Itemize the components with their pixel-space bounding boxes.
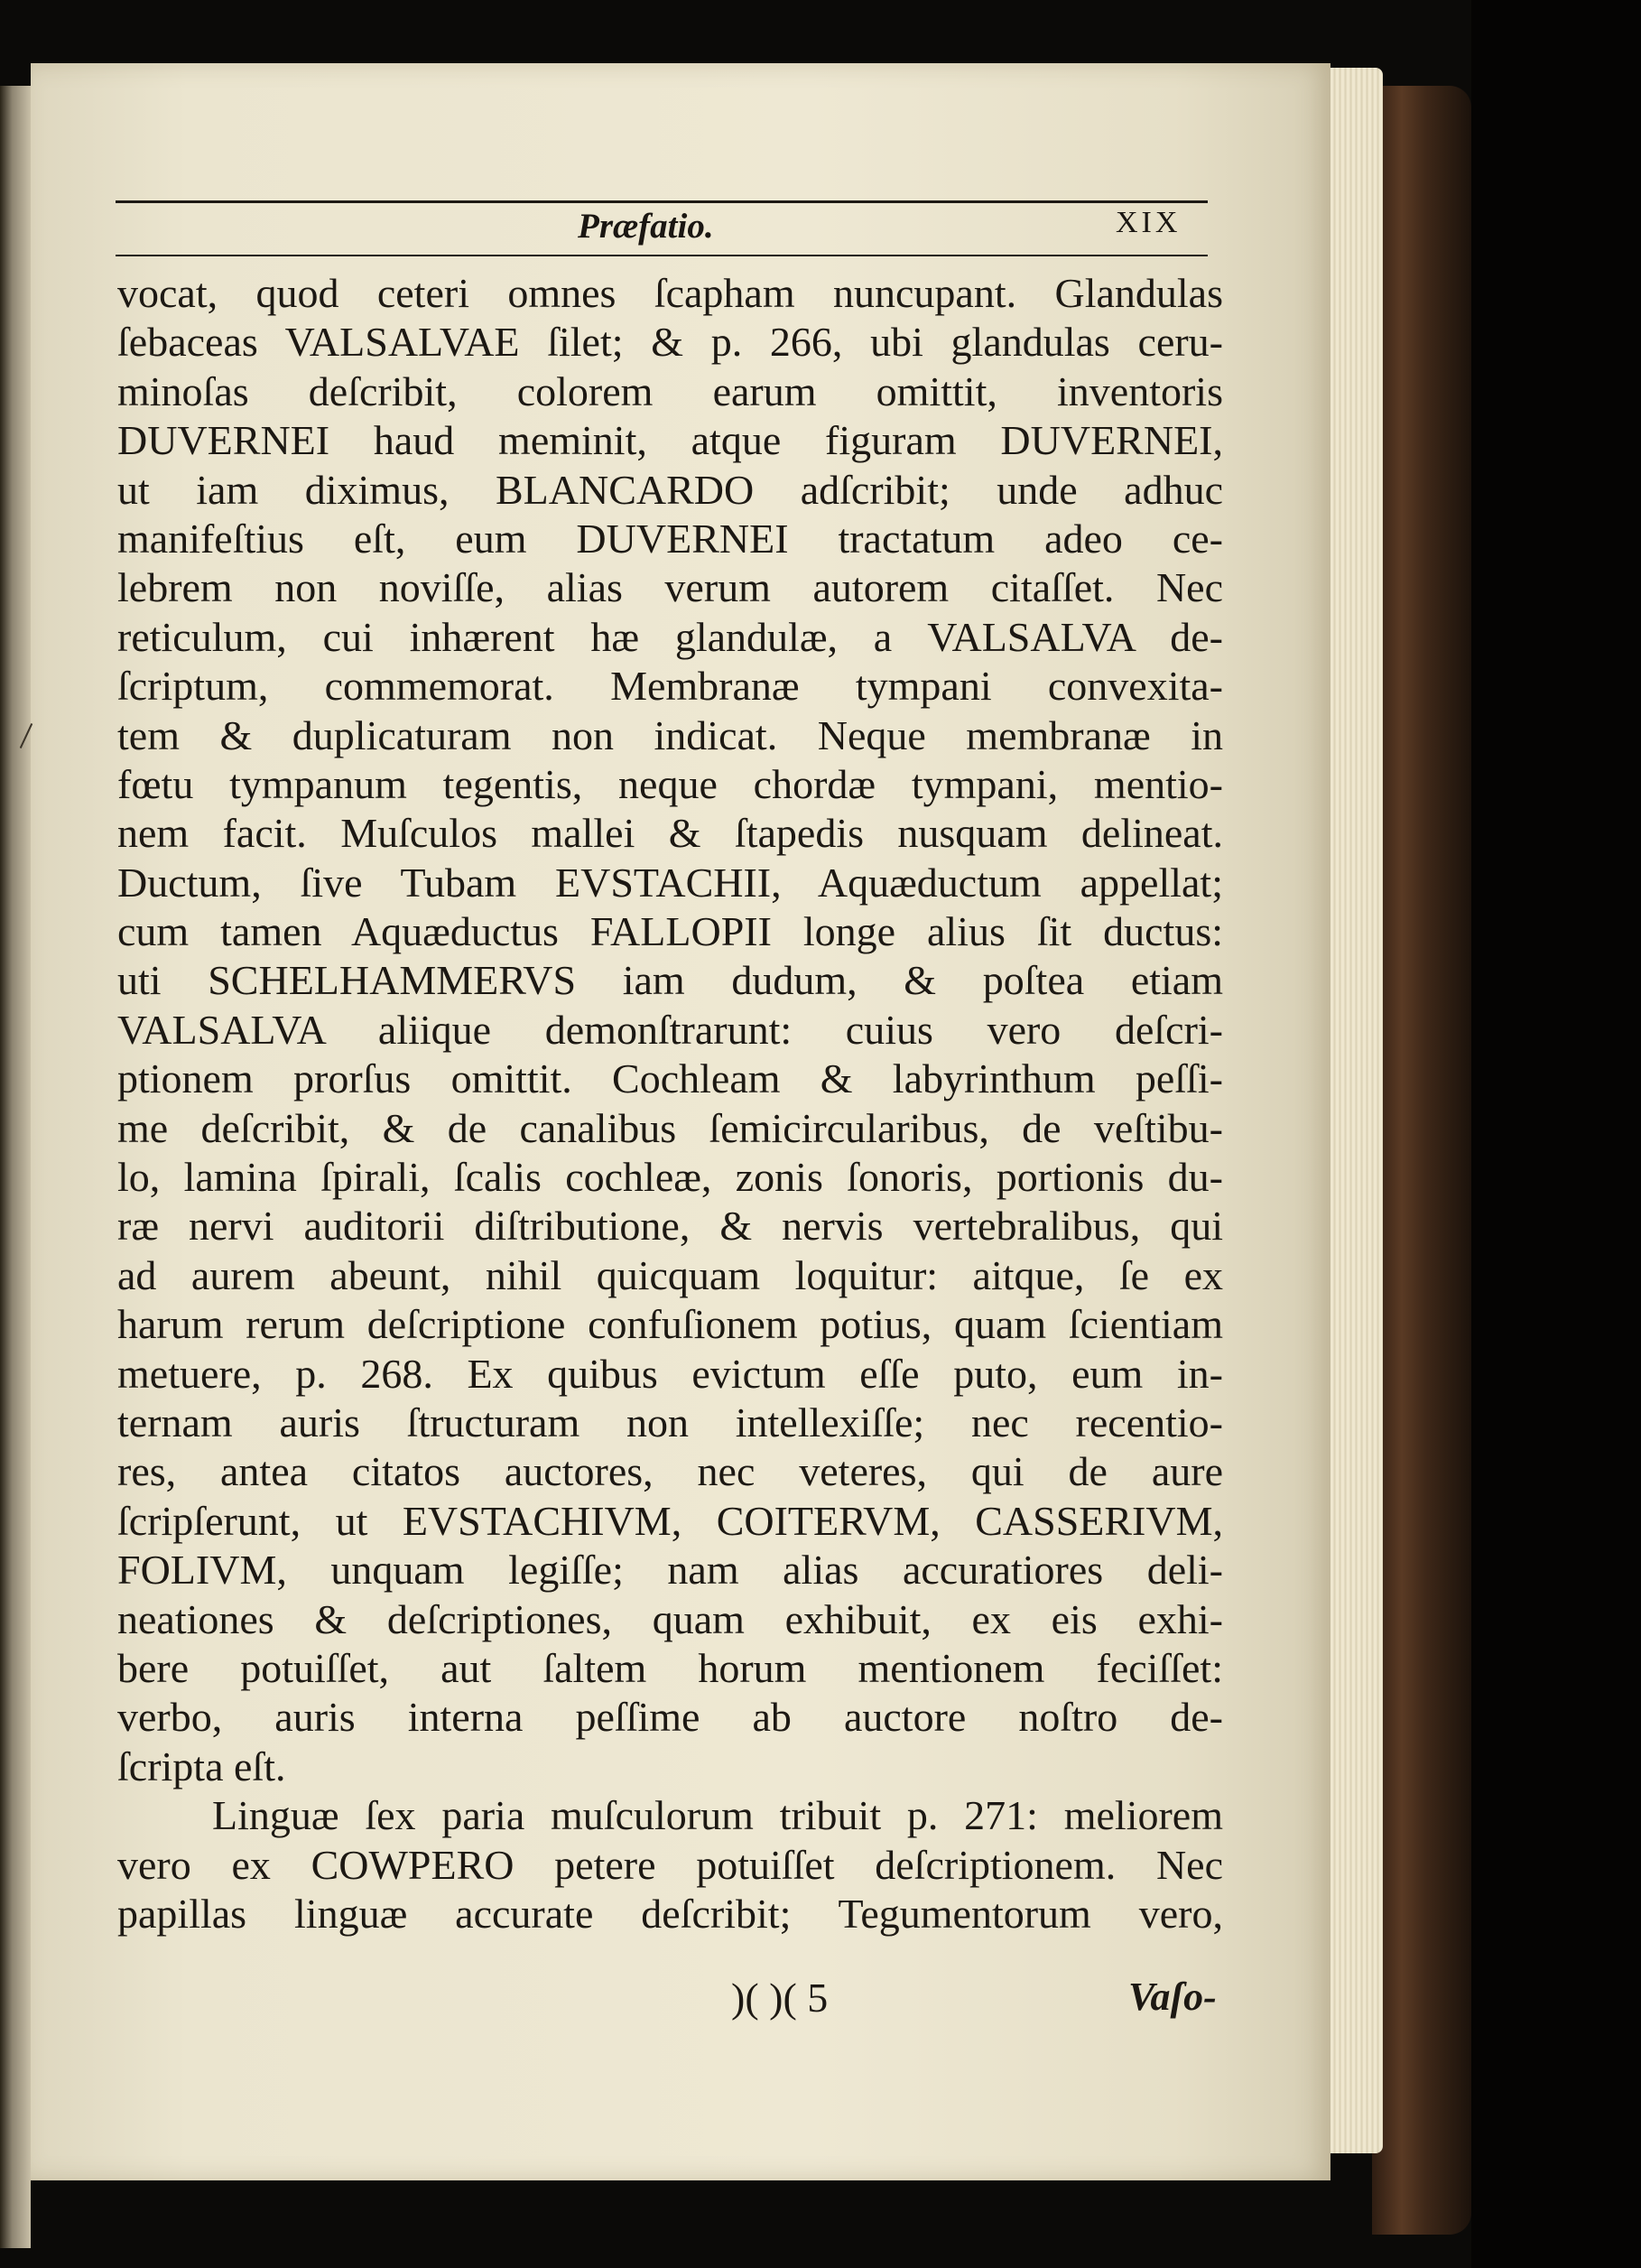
text-line: papillas linguæ accurate deſcribit; Tegumentorum vero,: [117, 1890, 1223, 1937]
text-line: verbo, auris interna peſſime ab auctore noſtro de-: [117, 1694, 1223, 1741]
text-line: uti SCHELHAMMERVS iam dudum, & poſtea etiam: [117, 957, 1223, 1004]
text-line: res, antea citatos auctores, nec veteres, qui de aure: [117, 1448, 1223, 1495]
text-line: VALSALVA aliique demonſtrarunt: cuius vero deſcri-: [117, 1006, 1223, 1053]
book-cover-edge: [1372, 86, 1471, 2235]
text-line: ſebaceas VALSALVAE ſilet; & p. 266, ubi glandulas ceru-: [117, 319, 1223, 366]
background: [1471, 0, 1641, 2268]
text-line: minoſas deſcribit, colorem earum omittit, inventoris: [117, 367, 1223, 414]
text-line: tem & duplicaturam non indicat. Neque membranæ in: [117, 711, 1223, 758]
text-line: neationes & deſcriptiones, quam exhibuit, ex eis exhi-: [117, 1595, 1223, 1642]
text-line: lebrem non noviſſe, alias verum autorem citaſſet. Nec: [117, 564, 1223, 611]
catchword: Vaſo-: [1128, 1975, 1217, 2019]
signature-mark: )( )( 5: [731, 1975, 829, 2021]
text-line: ad aurem abeunt, nihil quicquam loquitur: aitque, ſe ex: [117, 1251, 1223, 1298]
text-line: me deſcribit, & de canalibus ſemicircularibus, de veſtibu-: [117, 1104, 1223, 1151]
text-line: nem facit. Muſculos mallei & ſtapedis nusquam delineat.: [117, 810, 1223, 857]
text-line: metuere, p. 268. Ex quibus evictum eſſe puto, eum in-: [117, 1350, 1223, 1397]
header-rule-bottom: [116, 255, 1208, 256]
text-line: ræ nervi auditorii diſtributione, & nervis vertebralibus, qui: [117, 1203, 1223, 1250]
text-line: vero ex COWPERO petere potuiſſet deſcriptionem. Nec: [117, 1841, 1223, 1888]
text-line: ut iam diximus, BLANCARDO adſcribit; unde adhuc: [117, 466, 1223, 513]
text-line: ſcripta eſt.: [117, 1743, 286, 1789]
header-rule-top: [116, 200, 1208, 203]
text-line: ſcriptum, commemorat. Membranæ tympani convexita-: [117, 663, 1223, 710]
text-line: harum rerum deſcriptione confuſionem potius, quam ſcientiam: [117, 1301, 1223, 1348]
text-line: reticulum, cui inhærent hæ glandulæ, a VALSALVA de-: [117, 613, 1223, 660]
text-line: ternam auris ſtructuram non intellexiſſe; nec recentio-: [117, 1399, 1223, 1445]
text-line: Ductum, ſive Tubam EVSTACHII, Aquæductum appellat;: [117, 859, 1223, 906]
text-line: ſcripſerunt, ut EVSTACHIVM, COITERVM, CASSERIVM,: [117, 1497, 1223, 1544]
body-text: [117, 269, 1223, 1938]
running-title: Præfatio.: [578, 207, 714, 246]
text-line: FOLIVM, unquam legiſſe; nam alias accuratiores deli-: [117, 1547, 1223, 1594]
text-line: bere potuiſſet, aut ſaltem horum mentionem feciſſet:: [117, 1644, 1223, 1691]
facing-page-edge: [0, 86, 31, 2248]
text-line: vocat, quod ceteri omnes ſcapham nuncupant. Glandulas: [117, 270, 1223, 316]
text-line: fœtu tympanum tegentis, neque chordæ tympani, mentio-: [117, 760, 1223, 807]
text-line: DUVERNEI haud meminit, atque figuram DUVERNEI,: [117, 417, 1223, 464]
text-line: lo, lamina ſpirali, ſcalis cochleæ, zonis ſonoris, portionis du-: [117, 1154, 1223, 1201]
page-number: XIX: [1116, 206, 1182, 239]
text-line: Linguæ ſex paria muſculorum tribuit p. 271: meliorem: [212, 1792, 1223, 1839]
text-line: manifeſtius eſt, eum DUVERNEI tractatum adeo ce-: [117, 515, 1223, 562]
text-line: ptionem prorſus omittit. Cochleam & labyrinthum peſſi-: [117, 1055, 1223, 1102]
text-line: cum tamen Aquæductus FALLOPII longe alius ſit ductus:: [117, 908, 1223, 955]
